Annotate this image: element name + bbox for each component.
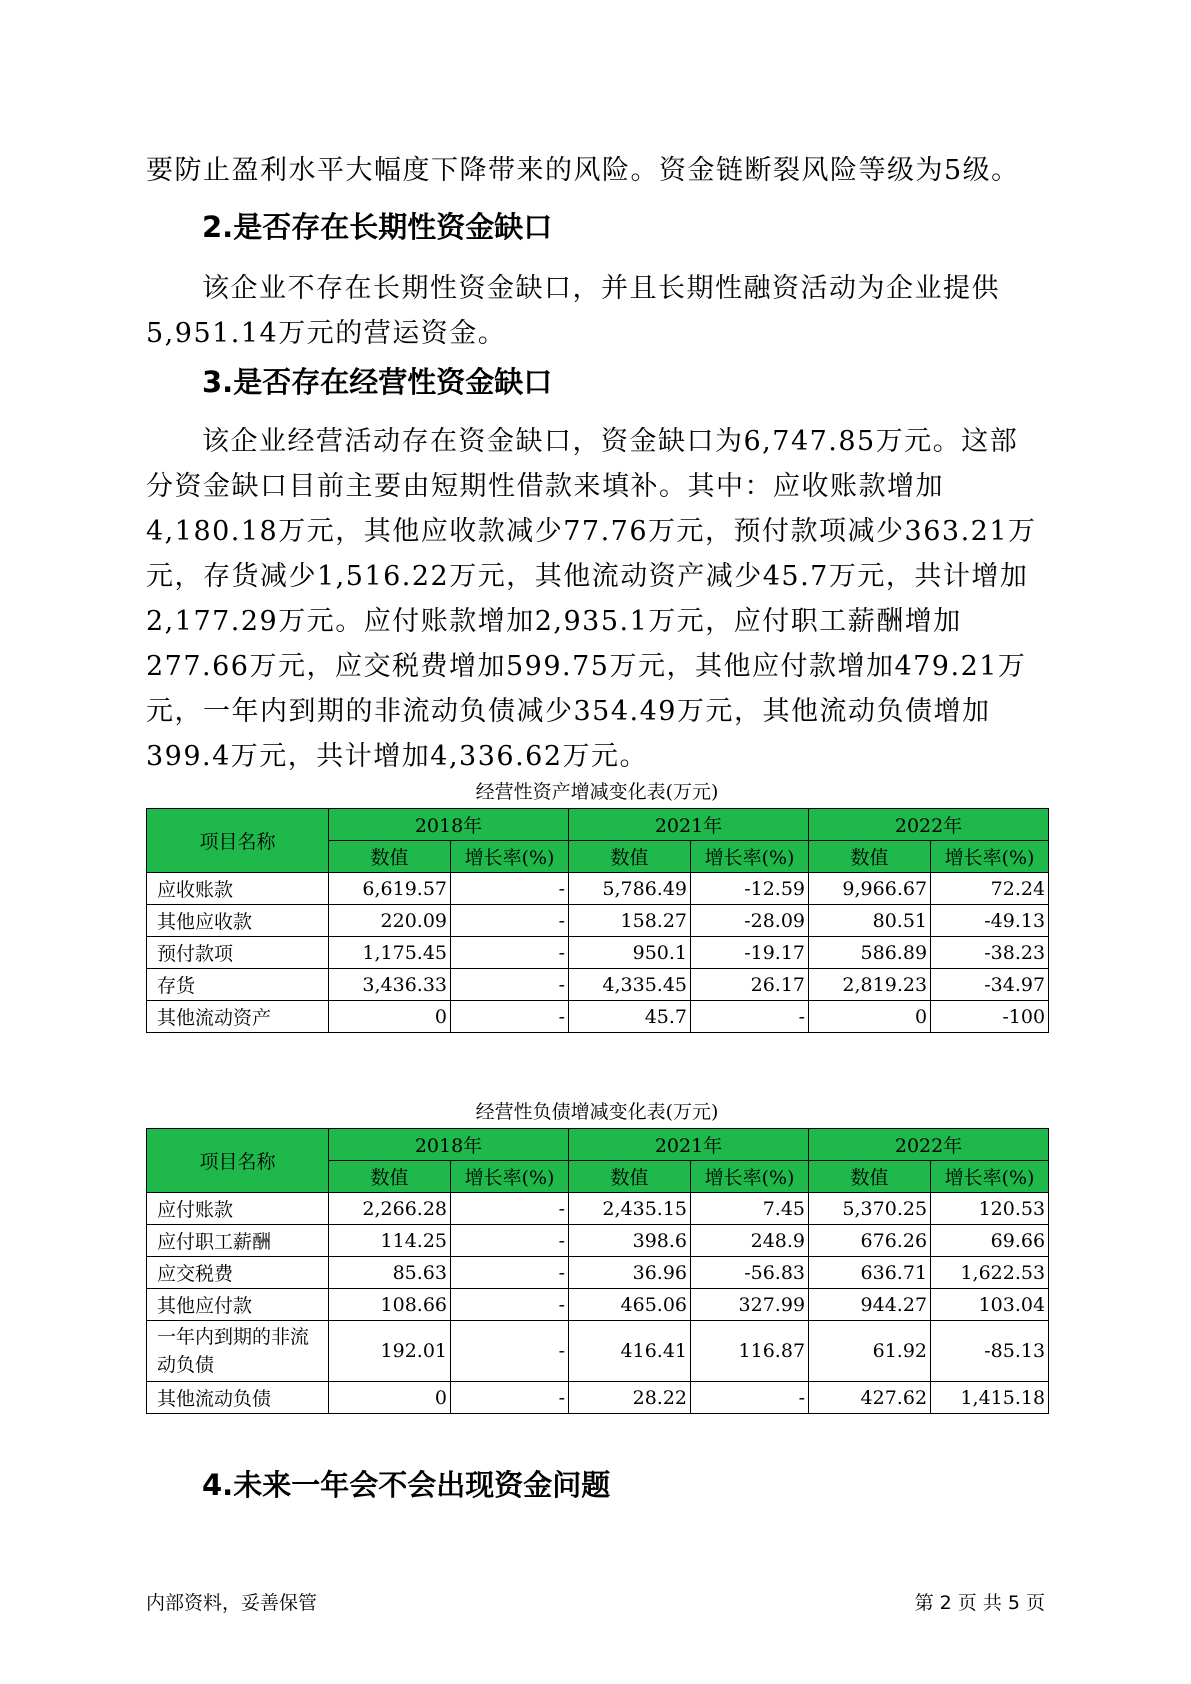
header-growth: 增长率(%) — [451, 841, 569, 873]
cell-value: 1,175.45 — [329, 937, 451, 969]
cell-value: 28.22 — [569, 1382, 691, 1414]
cell-growth: 327.99 — [691, 1289, 809, 1321]
cell-value: 6,619.57 — [329, 873, 451, 905]
row-name: 存货 — [147, 969, 329, 1001]
cell-value: 2,819.23 — [809, 969, 931, 1001]
header-item-name: 项目名称 — [147, 809, 329, 873]
header-year-2018: 2018年 — [329, 1129, 569, 1161]
cell-growth: 116.87 — [691, 1321, 809, 1382]
row-name: 应付账款 — [147, 1193, 329, 1225]
cell-growth: -34.97 — [931, 969, 1049, 1001]
cell-growth: - — [451, 1193, 569, 1225]
cell-value: 2,266.28 — [329, 1193, 451, 1225]
table-row — [147, 969, 1049, 1001]
paragraph-long-term-gap: 该企业不存在长期性资金缺口，并且长期性融资活动为企业提供5,951.14万元的营运资金。 — [146, 273, 1000, 349]
cell-growth: - — [451, 969, 569, 1001]
table-row — [147, 873, 1049, 905]
header-value: 数值 — [329, 1161, 451, 1193]
row-name: 预付款项 — [147, 937, 329, 969]
cell-value: 192.01 — [329, 1321, 451, 1382]
paragraph-risk-level: 要防止盈利水平大幅度下降带来的风险。资金链断裂风险等级为5级。 — [146, 155, 1020, 186]
table-row — [147, 905, 1049, 937]
cell-growth: 7.45 — [691, 1193, 809, 1225]
cell-value: 944.27 — [809, 1289, 931, 1321]
cell-value: 61.92 — [809, 1321, 931, 1382]
cell-value: 465.06 — [569, 1289, 691, 1321]
cell-value: 416.41 — [569, 1321, 691, 1382]
heading-operating-gap: 3.是否存在经营性资金缺口 — [202, 365, 553, 399]
cell-growth: - — [451, 1289, 569, 1321]
cell-growth: -100 — [931, 1001, 1049, 1033]
cell-growth: -56.83 — [691, 1257, 809, 1289]
cell-value: 0 — [329, 1382, 451, 1414]
footer-page-number: 第 2 页 共 5 页 — [914, 1592, 1045, 1614]
cell-growth: -28.09 — [691, 905, 809, 937]
cell-value: 5,370.25 — [809, 1193, 931, 1225]
cell-growth: - — [691, 1001, 809, 1033]
header-value: 数值 — [569, 1161, 691, 1193]
cell-value: 5,786.49 — [569, 873, 691, 905]
cell-value: 636.71 — [809, 1257, 931, 1289]
header-growth: 增长率(%) — [931, 1161, 1049, 1193]
cell-value: 3,436.33 — [329, 969, 451, 1001]
cell-growth: - — [451, 905, 569, 937]
header-value: 数值 — [569, 841, 691, 873]
row-name: 其他流动资产 — [147, 1001, 329, 1033]
heading-next-year-funds: 4.未来一年会不会出现资金问题 — [202, 1468, 611, 1502]
cell-growth: - — [451, 937, 569, 969]
assets-table-caption: 经营性资产增减变化表(万元) — [475, 781, 719, 803]
heading-long-term-gap: 2.是否存在长期性资金缺口 — [202, 210, 553, 244]
cell-growth: - — [451, 873, 569, 905]
cell-value: 950.1 — [569, 937, 691, 969]
cell-growth: 248.9 — [691, 1225, 809, 1257]
header-growth: 增长率(%) — [451, 1161, 569, 1193]
header-growth: 增长率(%) — [691, 1161, 809, 1193]
header-growth: 增长率(%) — [931, 841, 1049, 873]
cell-value: 586.89 — [809, 937, 931, 969]
table-row — [147, 1321, 1049, 1382]
header-value: 数值 — [809, 1161, 931, 1193]
cell-value: 0 — [809, 1001, 931, 1033]
cell-growth: 120.53 — [931, 1193, 1049, 1225]
cell-growth: 72.24 — [931, 873, 1049, 905]
cell-value: 676.26 — [809, 1225, 931, 1257]
row-name: 一年内到期的非流动负债 — [147, 1321, 329, 1382]
header-item-name: 项目名称 — [147, 1129, 329, 1193]
cell-growth: 1,415.18 — [931, 1382, 1049, 1414]
table-row — [147, 1193, 1049, 1225]
cell-value: 85.63 — [329, 1257, 451, 1289]
cell-value: 45.7 — [569, 1001, 691, 1033]
cell-growth: -12.59 — [691, 873, 809, 905]
cell-growth: 26.17 — [691, 969, 809, 1001]
cell-value: 220.09 — [329, 905, 451, 937]
cell-growth: 1,622.53 — [931, 1257, 1049, 1289]
row-name: 其他应收款 — [147, 905, 329, 937]
footer-confidential-note: 内部资料，妥善保管 — [146, 1592, 318, 1614]
table-row — [147, 1225, 1049, 1257]
cell-value: 2,435.15 — [569, 1193, 691, 1225]
cell-growth: -19.17 — [691, 937, 809, 969]
cell-value: 114.25 — [329, 1225, 451, 1257]
table-row — [147, 1382, 1049, 1414]
cell-growth: - — [691, 1382, 809, 1414]
cell-value: 108.66 — [329, 1289, 451, 1321]
cell-growth: - — [451, 1321, 569, 1382]
table-row — [147, 1289, 1049, 1321]
cell-growth: - — [451, 1257, 569, 1289]
paragraph-operating-gap: 该企业经营活动存在资金缺口，资金缺口为6,747.85万元。这部分资金缺口目前主要由短期性借款来填补。其中：应收账款增加4,180.18万元，其他应收款减少77.76万元，预付款项减少363.21万元，存货减少1,516.22万元，其他流动资产减少45.7万元，共计增加2,177.29万元。应付账款增加2,935.1万元，应付职工薪酬增加277.66万元，应交税费增加599.75万元，其他应付款增加479.21万元，一年内到期的非流动负债减少354.49万元，其他流动负债增加399.4万元，共计增加4,336.62万元。 — [146, 426, 1037, 772]
table-row — [147, 1001, 1049, 1033]
liabilities-table — [146, 1128, 1049, 1414]
table-row — [147, 1257, 1049, 1289]
header-year-2021: 2021年 — [569, 1129, 809, 1161]
cell-value: 427.62 — [809, 1382, 931, 1414]
cell-value: 9,966.67 — [809, 873, 931, 905]
row-name: 应交税费 — [147, 1257, 329, 1289]
row-name: 应收账款 — [147, 873, 329, 905]
cell-value: 158.27 — [569, 905, 691, 937]
cell-growth: - — [451, 1382, 569, 1414]
header-value: 数值 — [329, 841, 451, 873]
table-row — [147, 937, 1049, 969]
cell-growth: -38.23 — [931, 937, 1049, 969]
cell-growth: -49.13 — [931, 905, 1049, 937]
cell-growth: - — [451, 1225, 569, 1257]
cell-growth: 103.04 — [931, 1289, 1049, 1321]
cell-growth: -85.13 — [931, 1321, 1049, 1382]
cell-growth: 69.66 — [931, 1225, 1049, 1257]
liabilities-table-caption: 经营性负债增减变化表(万元) — [475, 1101, 719, 1123]
cell-value: 0 — [329, 1001, 451, 1033]
header-value: 数值 — [809, 841, 931, 873]
header-year-2018: 2018年 — [329, 809, 569, 841]
row-name: 应付职工薪酬 — [147, 1225, 329, 1257]
cell-value: 4,335.45 — [569, 969, 691, 1001]
row-name: 其他应付款 — [147, 1289, 329, 1321]
cell-value: 80.51 — [809, 905, 931, 937]
cell-value: 398.6 — [569, 1225, 691, 1257]
header-year-2022: 2022年 — [809, 809, 1049, 841]
assets-table — [146, 808, 1049, 1033]
row-name: 其他流动负债 — [147, 1382, 329, 1414]
cell-growth: - — [451, 1001, 569, 1033]
header-year-2022: 2022年 — [809, 1129, 1049, 1161]
header-year-2021: 2021年 — [569, 809, 809, 841]
cell-value: 36.96 — [569, 1257, 691, 1289]
header-growth: 增长率(%) — [691, 841, 809, 873]
